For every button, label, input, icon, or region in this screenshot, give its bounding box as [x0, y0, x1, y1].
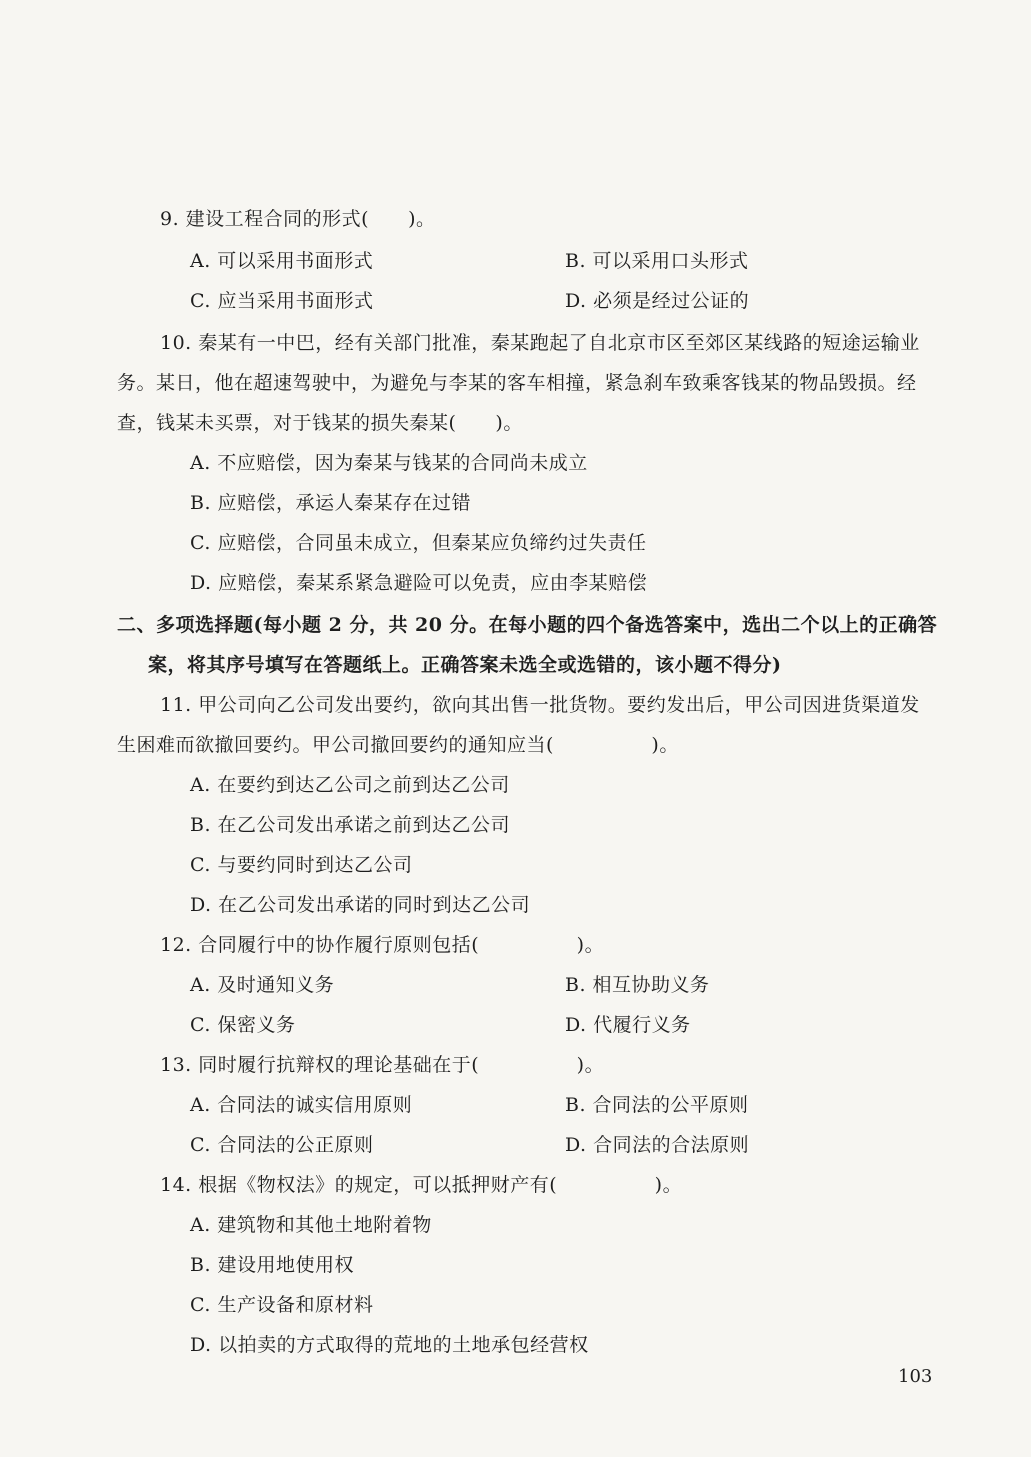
q9-stem: 9. 建设工程合同的形式( )。	[160, 208, 436, 230]
q13-option-d: D. 合同法的合法原则	[565, 1134, 750, 1156]
q12-option-d: D. 代履行义务	[565, 1014, 691, 1036]
q9-option-b: B. 可以采用口头形式	[565, 250, 749, 272]
q9-option-c: C. 应当采用书面形式	[190, 290, 374, 312]
q11-option-d: D. 在乙公司发出承诺的同时到达乙公司	[190, 894, 531, 916]
q13-option-b: B. 合同法的公平原则	[565, 1094, 749, 1116]
q10-stem-line1: 10. 秦某有一中巴，经有关部门批准，秦某跑起了自北京市区至郊区某线路的短途运输业	[160, 332, 920, 354]
q11-stem-line2: 生困难而欲撤回要约。甲公司撤回要约的通知应当( )。	[117, 734, 679, 756]
q14-option-a: A. 建筑物和其他土地附着物	[190, 1214, 432, 1236]
q11-option-a: A. 在要约到达乙公司之前到达乙公司	[190, 774, 510, 796]
page-number: 103	[898, 1366, 933, 1387]
q10-stem-line3: 查，钱某未买票，对于钱某的损失秦某( )。	[117, 412, 523, 434]
q12-option-c: C. 保密义务	[190, 1014, 296, 1036]
q12-stem: 12. 合同履行中的协作履行原则包括( )。	[160, 934, 605, 956]
q11-stem-line1: 11. 甲公司向乙公司发出要约，欲向其出售一批货物。要约发出后，甲公司因进货渠道发	[160, 694, 920, 716]
q10-option-d: D. 应赔偿，秦某系紧急避险可以免责，应由李某赔偿	[190, 572, 648, 594]
q14-stem: 14. 根据《物权法》的规定，可以抵押财产有( )。	[160, 1174, 683, 1196]
q10-option-a: A. 不应赔偿，因为秦某与钱某的合同尚未成立	[190, 452, 588, 474]
q14-option-b: B. 建设用地使用权	[190, 1254, 355, 1276]
section2-heading-line1: 二、多项选择题(每小题 2 分，共 20 分。在每小题的四个备选答案中，选出二个以上的正确答	[117, 614, 938, 636]
q11-option-c: C. 与要约同时到达乙公司	[190, 854, 413, 876]
q9-option-a: A. 可以采用书面形式	[190, 250, 374, 272]
q13-option-a: A. 合同法的诚实信用原则	[190, 1094, 413, 1116]
section2-heading-line2: 案，将其序号填写在答题纸上。正确答案未选全或选错的，该小题不得分)	[148, 654, 782, 676]
q13-stem: 13. 同时履行抗辩权的理论基础在于( )。	[160, 1054, 605, 1076]
q14-option-d: D. 以拍卖的方式取得的荒地的土地承包经营权	[190, 1334, 589, 1356]
q10-stem-line2: 务。某日，他在超速驾驶中，为避免与李某的客车相撞，紧急刹车致乘客钱某的物品毁损。经	[117, 372, 917, 394]
q12-option-a: A. 及时通知义务	[190, 974, 335, 996]
q10-option-c: C. 应赔偿，合同虽未成立，但秦某应负缔约过失责任	[190, 532, 647, 554]
q13-option-c: C. 合同法的公正原则	[190, 1134, 374, 1156]
q9-option-d: D. 必须是经过公证的	[565, 290, 750, 312]
q11-option-b: B. 在乙公司发出承诺之前到达乙公司	[190, 814, 511, 836]
q14-option-c: C. 生产设备和原材料	[190, 1294, 374, 1316]
q12-option-b: B. 相互协助义务	[565, 974, 710, 996]
q10-option-b: B. 应赔偿，承运人秦某存在过错	[190, 492, 472, 514]
